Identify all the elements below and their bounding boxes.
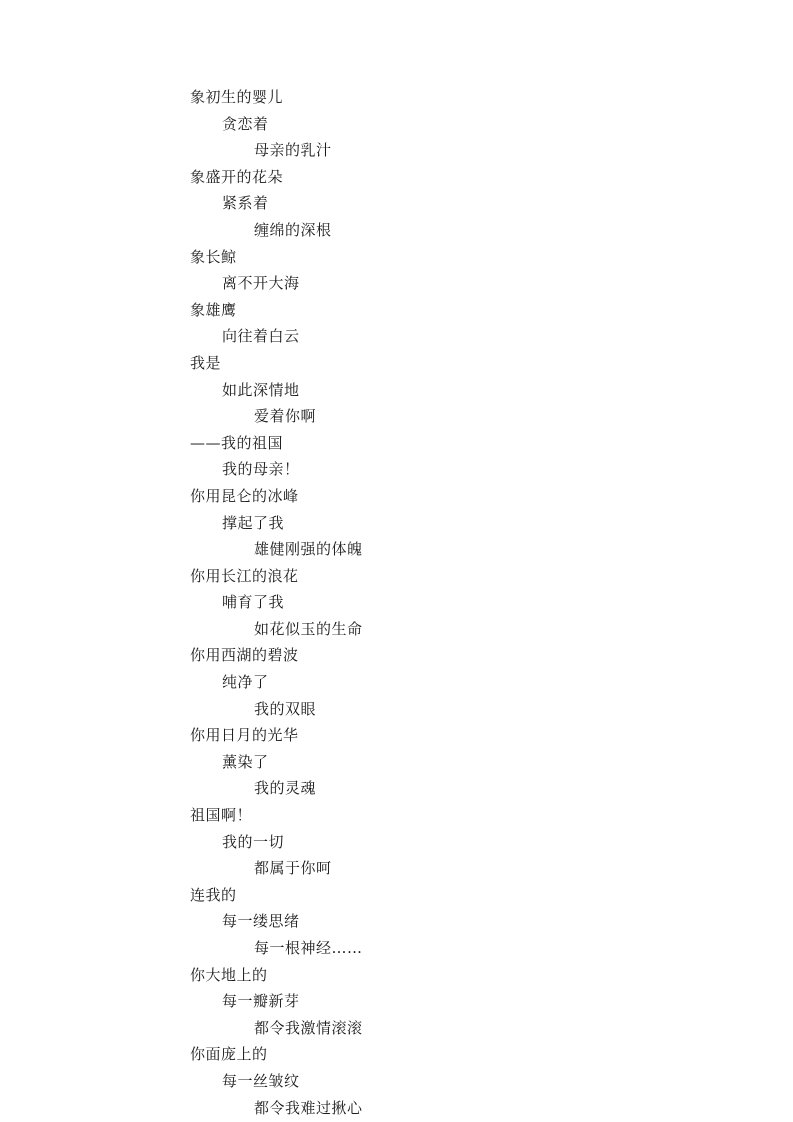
poem-line: 纯净了	[222, 673, 269, 692]
poem-line: 都令我激情滚滚	[254, 1018, 363, 1037]
poem-line: 离不开大海	[222, 274, 300, 293]
poem-line: 象长鲸	[190, 247, 237, 266]
poem-line: 你面庞上的	[190, 1045, 268, 1064]
poem-line: 连我的	[190, 885, 237, 904]
poem-line: 我是	[190, 353, 222, 372]
poem-line: 你用长江的浪花	[190, 566, 299, 585]
poem-line: ——我的祖国	[190, 433, 284, 452]
poem-line: 爱着你啊	[254, 407, 317, 426]
poem-line: 祖国啊！	[190, 806, 253, 825]
poem-line: 你用西湖的碧波	[190, 646, 299, 665]
poem-line: 哺育了我	[222, 593, 285, 612]
poem-line: 每一瓣新芽	[222, 992, 300, 1011]
poem-line: 每一缕思绪	[222, 912, 300, 931]
poem-line: 你用日月的光华	[190, 726, 299, 745]
poem-line: 你用昆仑的冰峰	[190, 486, 299, 505]
poem-line: 薰染了	[222, 752, 269, 771]
poem-line: 我的母亲！	[222, 460, 300, 479]
poem-line: 如此深情地	[222, 380, 300, 399]
poem-line: 缠绵的深根	[254, 220, 332, 239]
poem-line: 象盛开的花朵	[190, 167, 284, 186]
poem-line: 撑起了我	[222, 513, 285, 532]
poem-line: 母亲的乳汁	[254, 141, 332, 160]
poem-line: 你大地上的	[190, 965, 268, 984]
poem-line: 象初生的婴儿	[190, 88, 284, 106]
poem-line: 如花似玉的生命	[254, 619, 363, 638]
poem-line: 都令我难过揪心	[254, 1098, 363, 1117]
poem-line: 向往着白云	[222, 327, 300, 346]
poem-line: 每一丝皱纹	[222, 1071, 300, 1090]
poem-line: 我的双眼	[254, 699, 317, 718]
poem-line: 每一根神经……	[254, 939, 363, 957]
poem-line: 我的灵魂	[254, 779, 317, 798]
poem-line: 贪恋着	[222, 114, 269, 133]
poem-line: 雄健刚强的体魄	[254, 540, 363, 559]
poem-line: 我的一切	[222, 832, 285, 851]
poem-line: 都属于你呵	[254, 859, 332, 878]
poem-line: 紧系着	[222, 194, 269, 213]
poem-line: 象雄鹰	[190, 300, 237, 319]
poem-body	[190, 84, 363, 1121]
